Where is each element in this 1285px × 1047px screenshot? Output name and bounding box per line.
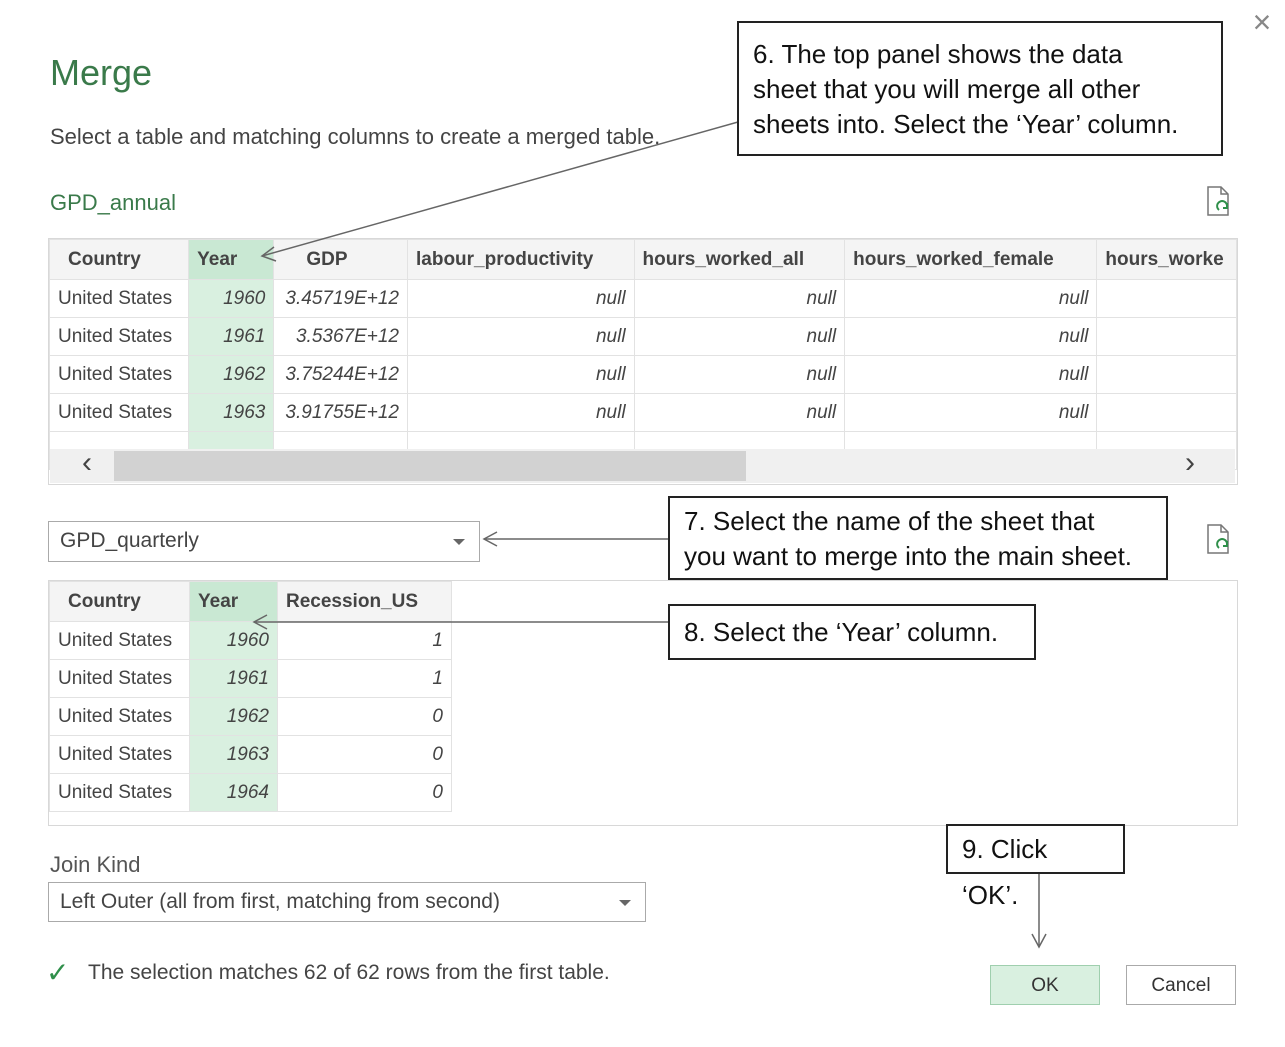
table-cell: 0	[278, 736, 452, 774]
callout-step-8	[668, 604, 1036, 660]
table-cell: United States	[50, 774, 190, 812]
dialog-subtitle: Select a table and matching columns to create a merged table.	[50, 124, 661, 149]
callout-line: sheet that you will merge all other	[753, 74, 1141, 104]
table-cell: null	[408, 280, 635, 318]
callout-step-7	[668, 496, 1168, 580]
table-cell: null	[408, 318, 635, 356]
table-cell: 1961	[190, 660, 278, 698]
table-cell: 3.91755E+12	[274, 394, 408, 432]
table-cell: 1	[278, 622, 452, 660]
top-table-name: GPD_annual	[50, 190, 176, 215]
callout-step-9	[946, 824, 1125, 910]
table-cell: 3.75244E+12	[274, 356, 408, 394]
scroll-left-icon[interactable]: ‹	[82, 446, 92, 479]
table-cell: 1962	[189, 356, 274, 394]
second-table-select-value: GPD_quarterly	[60, 529, 199, 552]
table-cell: null	[634, 394, 845, 432]
column-header-hours-worked-female[interactable]: hours_worked_female	[845, 240, 1097, 280]
table-cell: United States	[50, 318, 189, 356]
table-cell: 0	[278, 774, 452, 812]
column-header-gdp[interactable]: GDP	[274, 240, 408, 280]
table-cell: 1960	[190, 622, 278, 660]
close-icon[interactable]: ×	[1252, 4, 1272, 40]
table-cell: 1963	[189, 394, 274, 432]
column-header-recession-us[interactable]: Recession_US	[278, 582, 452, 622]
callout-line: 7. Select the name of the sheet that	[684, 506, 1095, 536]
callout-line: sheets into. Select the ‘Year’ column.	[753, 109, 1179, 139]
callout-line: you want to merge into the main sheet.	[684, 541, 1133, 571]
table-cell: 1964	[190, 774, 278, 812]
table-cell: United States	[50, 394, 189, 432]
callout-step-6	[737, 21, 1223, 156]
table-cell: United States	[50, 356, 189, 394]
table-cell: 1963	[190, 736, 278, 774]
scroll-right-icon[interactable]: ›	[1185, 446, 1195, 479]
table-cell: null	[845, 356, 1097, 394]
table-cell: null	[845, 318, 1097, 356]
callout-line: 6. The top panel shows the data	[753, 39, 1123, 69]
table-cell: null	[845, 394, 1097, 432]
table-cell: United States	[50, 622, 190, 660]
table-cell: United States	[50, 280, 189, 318]
match-status-text: The selection matches 62 of 62 rows from the first table.	[88, 961, 610, 984]
arrow-6-line	[262, 122, 738, 256]
callout-line: 8. Select the ‘Year’ column.	[684, 617, 999, 647]
table-cell: null	[845, 280, 1097, 318]
table-cell: 0	[278, 698, 452, 736]
table-cell: United States	[50, 660, 190, 698]
table-cell: 1	[278, 660, 452, 698]
table-cell: null	[408, 356, 635, 394]
join-kind-select-value: Left Outer (all from first, matching from second)	[60, 890, 500, 913]
column-header-year[interactable]: Year	[190, 582, 278, 622]
column-header-labour-productivity[interactable]: labour_productivity	[408, 240, 635, 280]
table-cell: 1960	[189, 280, 274, 318]
column-header-hours-worked-partial[interactable]: hours_worke	[1097, 240, 1237, 280]
table-cell: null	[634, 356, 845, 394]
column-header-country[interactable]: Country	[50, 582, 190, 622]
table-cell: null	[634, 318, 845, 356]
table-cell: null	[408, 394, 635, 432]
column-header-hours-worked-all[interactable]: hours_worked_all	[634, 240, 845, 280]
checkmark-icon: ✓	[46, 957, 70, 988]
column-header-year[interactable]: Year	[189, 240, 274, 280]
table-cell: 1962	[190, 698, 278, 736]
table-cell: United States	[50, 698, 190, 736]
join-kind-label: Join Kind	[50, 852, 141, 877]
ok-button[interactable]: OK	[990, 965, 1100, 1005]
callout-line: 9. Click ‘OK’.	[962, 834, 1048, 910]
dialog-title: Merge	[50, 52, 153, 93]
table-cell: 3.5367E+12	[274, 318, 408, 356]
table-cell: null	[634, 280, 845, 318]
table-cell: 1961	[189, 318, 274, 356]
column-header-country[interactable]: Country	[50, 240, 189, 280]
table-cell: United States	[50, 736, 190, 774]
table-cell: 3.45719E+12	[274, 280, 408, 318]
cancel-button[interactable]: Cancel	[1126, 965, 1236, 1005]
